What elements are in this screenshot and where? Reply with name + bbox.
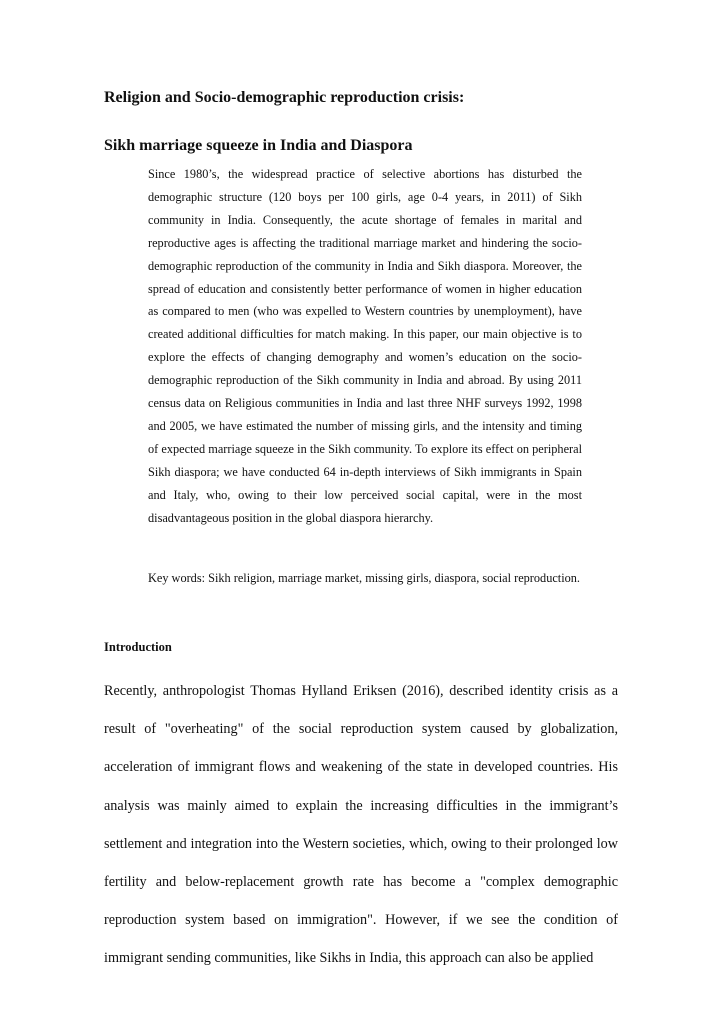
section-heading-introduction: Introduction [104,640,172,654]
abstract-paragraph: Since 1980’s, the widespread practice of selective abortions has disturbed the demographic structure (120 boys per 100 girls, age 0-4 years, in 2011) of Sikh community in India. Consequently, the acute shortage of females in marital and reproductive ages is affecting the traditional marriage market and hindering the socio-demographic reproduction of the community in India and Sikh diaspora. Moreover, the spread of education and consistently better performance of women in higher education as compared to men (who was expelled to Western countries by unemployment), have created additional difficulties for match making. In this paper, our main objective is to explore the effects of changing demography and women’s education on the socio-demographic reproduction of the Sikh community in India and abroad. By using 2011 census data on Religious communities in India and last three NHF surveys 1992, 1998 and 2005, we have estimated the number of missing girls, and the intensity and timing of expected marriage squeeze in the Sikh community. To explore its effect on peripheral Sikh diaspora; we have conducted 64 in-depth interviews of Sikh immigrants in Spain and Italy, who, owing to their low perceived social capital, were in the most disadvantageous position in the global diaspora hierarchy. [148,167,582,525]
paper-title-line-2: Sikh marriage squeeze in India and Diaspora [104,137,413,154]
paper-title-line-1: Religion and Socio-demographic reproduction crisis: [104,89,465,106]
keywords-paragraph: Key words: Sikh religion, marriage market, missing girls, diaspora, social reproduction. [148,571,581,585]
introduction-paragraph: Recently, anthropologist Thomas Hylland Eriksen (2016), described identity crisis as a result of "overheating" of the social reproduction system caused by globalization, acceleration of immigrant flows and weakening of the state in developed countries. His analysis was mainly aimed to explain the increasing difficulties in the immigrant’s settlement and integration into the Western societies, which, owing to their prolonged low fertility and below-replacement growth rate has become a "complex demographic reproduction system based on immigration". However, if we see the condition of immigrant sending communities, like Sikhs in India, this approach can also be applied [104,683,618,967]
